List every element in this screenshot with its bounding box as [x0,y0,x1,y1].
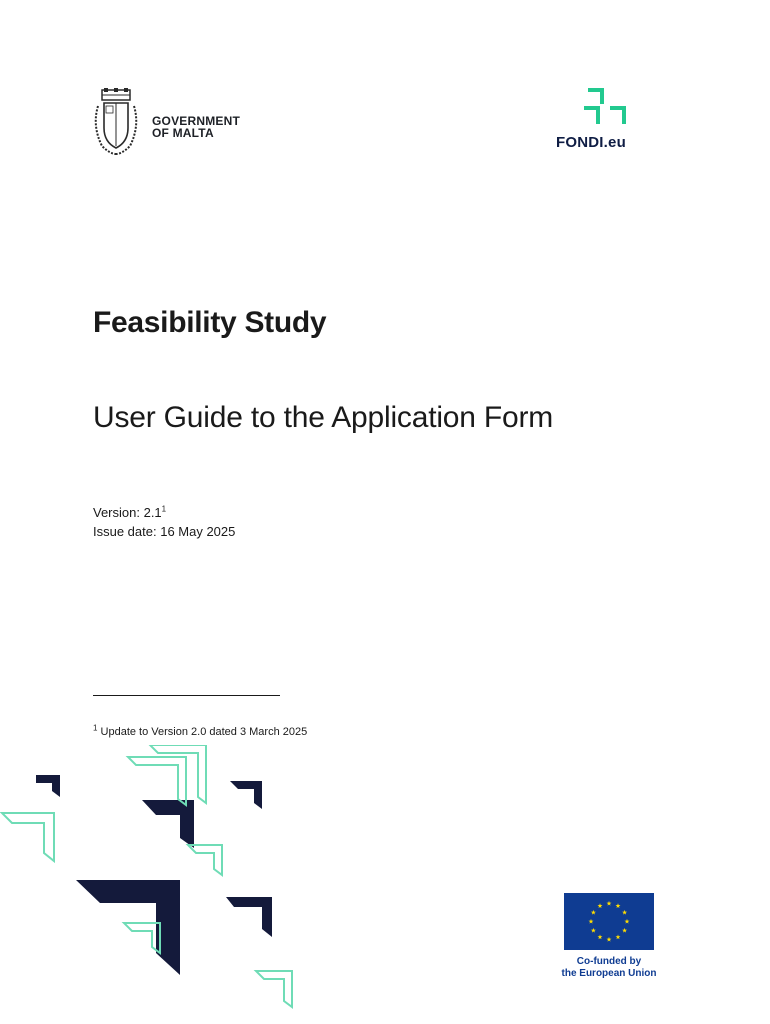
document-subtitle: User Guide to the Application Form [93,401,554,434]
fondi-wordmark: FONDI.eu [556,134,626,151]
fondi-arrows-icon [584,86,630,128]
document-title: Feasibility Study [93,306,327,339]
version-line [93,503,235,522]
mint-arrow-outline [128,757,186,805]
eu-flag-icon [564,893,654,950]
government-of-malta-wordmark [152,115,240,139]
eu-caption-line2: the European Union [561,968,657,979]
footnote-reference[interactable]: 1 [161,504,167,514]
decorative-arrow-pattern [0,745,310,1024]
navy-arrow-shape [36,775,60,797]
government-of-malta-logo [88,88,263,160]
eu-cofunded-caption [548,956,670,980]
mint-arrow-outline [188,845,222,875]
malta-coat-of-arms-icon [88,88,144,158]
navy-arrow-shape [142,800,194,848]
mint-arrow-outline [2,813,54,861]
fondi-eu-logo [550,86,650,154]
footnote-marker: 1 [93,723,98,733]
government-line2: OF MALTA [152,126,214,140]
government-line1: GOVERNMENT [152,114,241,128]
version-label: Version: 2.1 [93,505,162,520]
navy-arrow-shape [230,781,262,809]
footnote-separator [93,695,280,696]
document-meta [93,503,235,541]
footnote [93,723,308,738]
footnote-text: Update to Version 2.0 dated 3 March 2025 [100,726,308,738]
eu-caption-line1: Co-funded by [576,956,642,967]
mint-arrow-outline [124,923,160,953]
issue-date: Issue date: 16 May 2025 [93,524,236,539]
navy-arrow-shape [226,897,272,937]
mint-arrow-outline [256,971,292,1007]
